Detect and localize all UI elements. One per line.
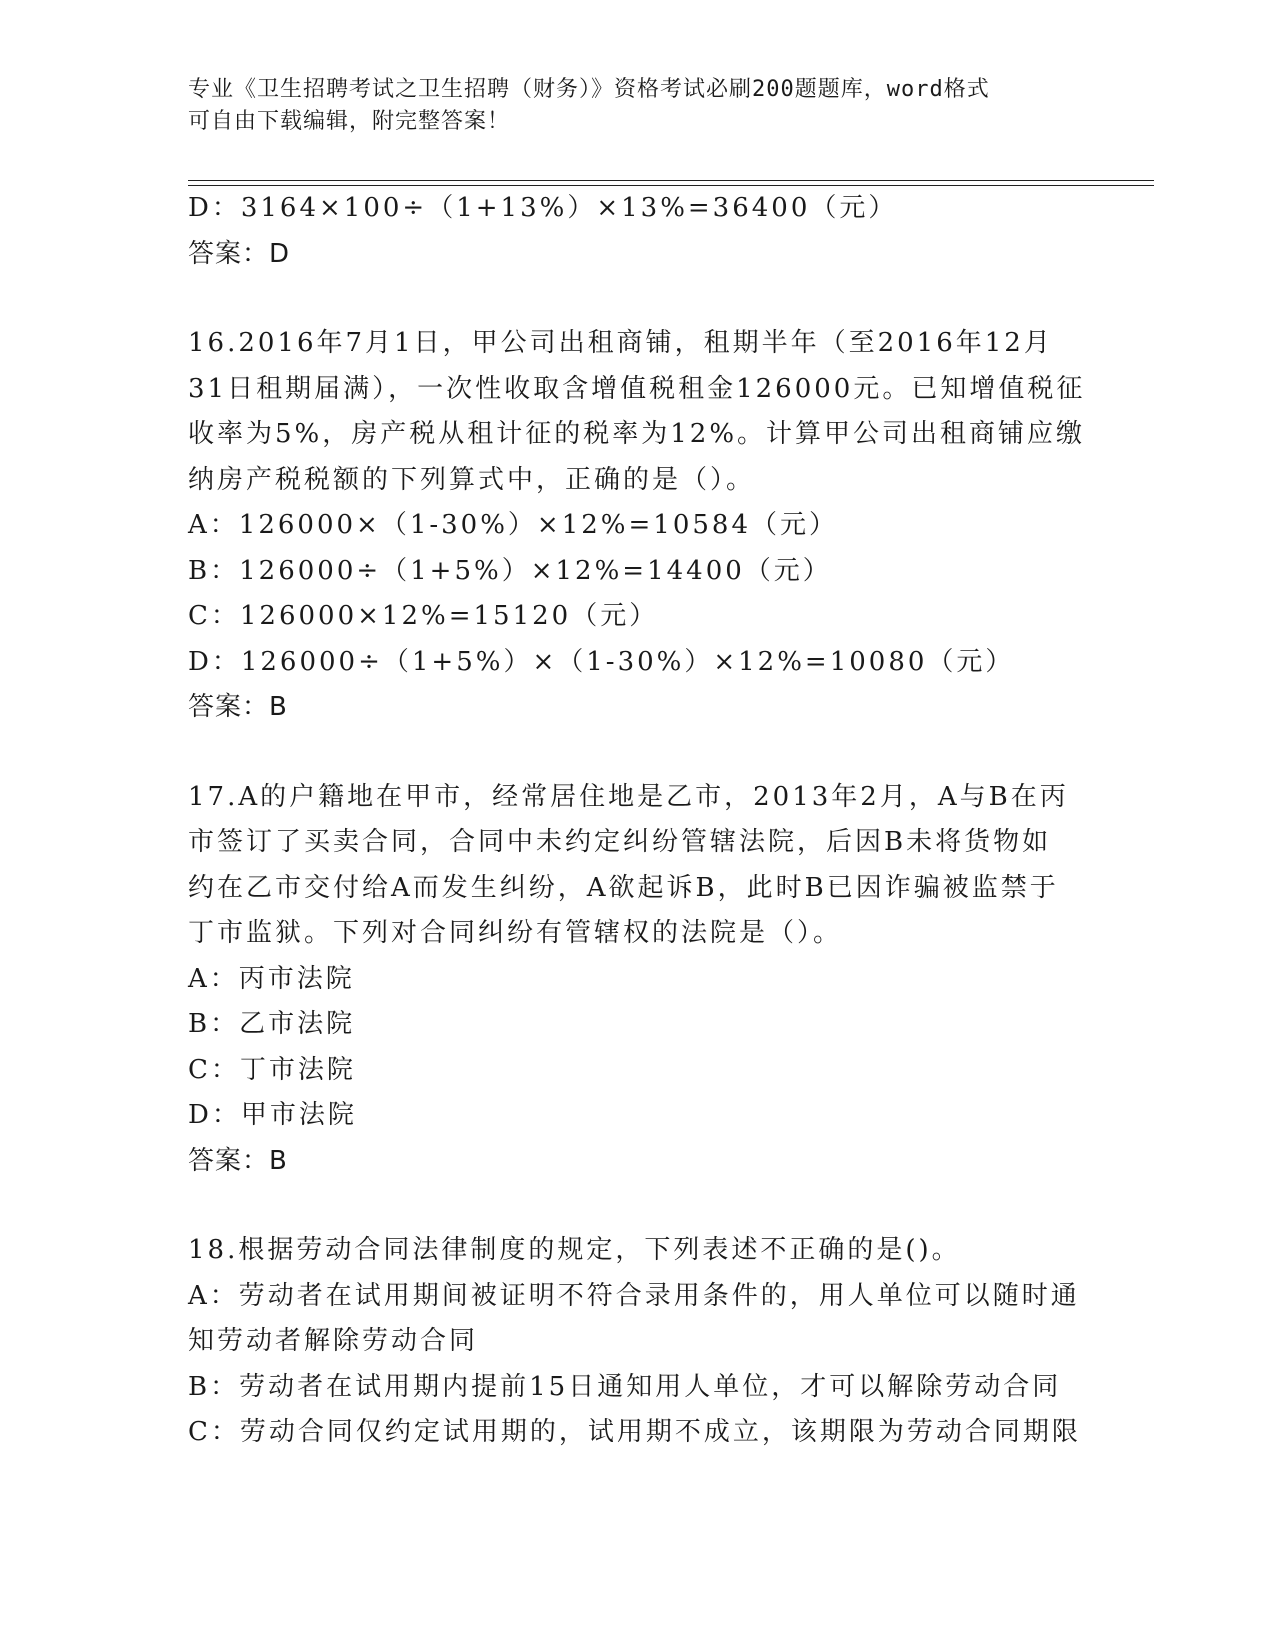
answer-line: 答案：B xyxy=(188,1145,288,1176)
answer-line: 答案：B xyxy=(188,692,288,722)
option-b: B：126000÷（1+5%）×12%=14400（元） xyxy=(188,555,832,586)
header-title-line-2: 可自由下载编辑，附完整答案！ xyxy=(188,109,511,134)
option-a: A：丙市法院 xyxy=(188,963,355,994)
question-17 xyxy=(188,775,1088,1185)
question-stem-line: 约在乙市交付给A而发生纠纷，A欲起诉B，此时B已因诈骗被监禁于 xyxy=(188,872,1059,903)
document-body xyxy=(188,186,1088,1456)
question-16 xyxy=(188,321,1088,731)
option-b: B：乙市法院 xyxy=(188,1009,356,1039)
header-divider xyxy=(188,180,1154,181)
option-a-continued: 知劳动者解除劳动合同 xyxy=(188,1326,479,1356)
prev-question-tail xyxy=(188,186,1088,277)
option-d: D：3164×100÷（1+13%）×13%=36400（元） xyxy=(188,193,898,223)
option-c: C：126000×12%=15120（元） xyxy=(188,601,659,631)
option-b: B：劳动者在试用期内提前15日通知用人单位，才可以解除劳动合同 xyxy=(188,1371,1062,1402)
question-stem-line: 16.2016年7月1日，甲公司出租商铺，租期半年（至2016年12月 xyxy=(188,328,1053,358)
document-header xyxy=(188,74,1068,138)
option-a: A：126000×（1-30%）×12%=10584（元） xyxy=(188,510,838,540)
question-stem-line: 收率为5%，房产税从租计征的税率为12%。计算甲公司出租商铺应缴 xyxy=(188,419,1086,449)
option-c: C：丁市法院 xyxy=(188,1054,356,1085)
option-a: A：劳动者在试用期间被证明不符合录用条件的，用人单位可以随时通 xyxy=(188,1280,1080,1311)
question-stem-line: 17.A的户籍地在甲市，经常居住地是乙市，2013年2月，A与B在丙 xyxy=(188,781,1069,812)
header-title-line-1: 专业《卫生招聘考试之卫生招聘（财务）》资格考试必刷200题题库，word格式 xyxy=(188,77,990,102)
question-stem-line: 18.根据劳动合同法律制度的规定，下列表述不正确的是()。 xyxy=(188,1235,961,1265)
option-d: D：126000÷（1+5%）×（1-30%）×12%=10080（元） xyxy=(188,646,1015,677)
question-stem-line: 丁市监狱。下列对合同纠纷有管辖权的法院是（）。 xyxy=(188,918,843,948)
question-stem-line: 市签订了买卖合同，合同中未约定纠纷管辖法院，后因B未将货物如 xyxy=(188,827,1052,857)
option-c: C：劳动合同仅约定试用期的，试用期不成立，该期限为劳动合同期限 xyxy=(188,1417,1081,1447)
question-18 xyxy=(188,1228,1088,1456)
option-d: D：甲市法院 xyxy=(188,1100,357,1130)
question-stem-line: 纳房产税税额的下列算式中，正确的是（）。 xyxy=(188,464,756,495)
question-stem-line: 31日租期届满），一次性收取含增值税租金126000元。已知增值税征 xyxy=(188,373,1086,404)
answer-line: 答案：D xyxy=(188,238,291,269)
